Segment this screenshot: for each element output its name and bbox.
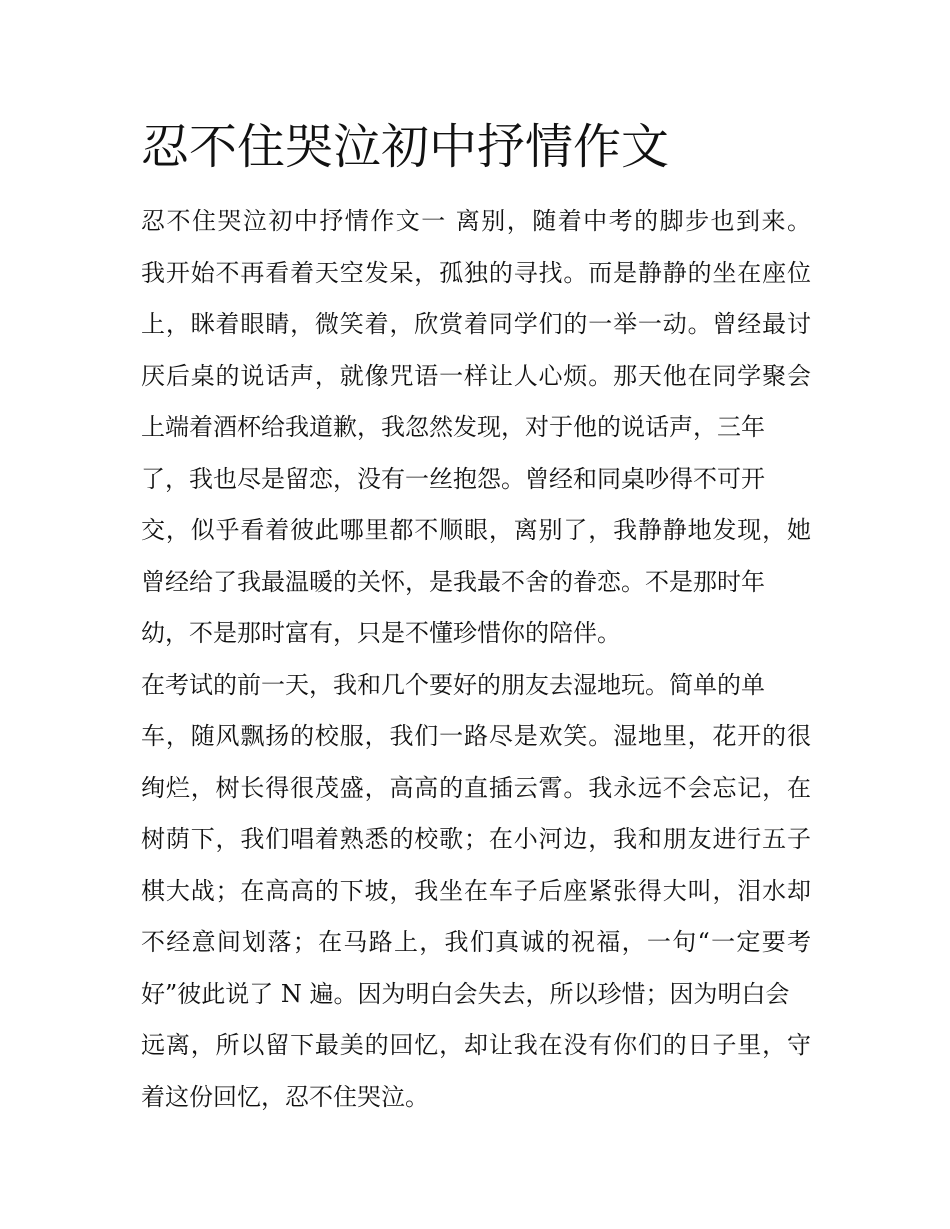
text-line: 不经意间划落；在马路上，我们真诚的祝福，一句“一定要考	[141, 928, 811, 956]
text-line: 我开始不再看着天空发呆，孤独的寻找。而是静静的坐在座位	[141, 258, 811, 287]
text-line: 远离，所以留下最美的回忆，却让我在没有你们的日子里，守	[141, 1031, 811, 1059]
text-line: 在考试的前一天，我和几个要好的朋友去湿地玩。简单的单	[141, 670, 765, 699]
text-line: 棋大战；在高高的下坡，我坐在车子后座紧张得大叫，泪水却	[141, 876, 811, 905]
text-line: 交，似乎看着彼此哪里都不顺眼，离别了，我静静地发现，她	[141, 516, 811, 544]
text-line: 幼，不是那时富有，只是不懂珍惜你的陪伴。	[141, 619, 621, 647]
text-line: 着这份回忆，忍不住哭泣。	[141, 1082, 429, 1111]
text-line: 树荫下，我们唱着熟悉的校歌；在小河边，我和朋友进行五子	[141, 825, 811, 853]
text-line: 厌后桌的说话声，就像咒语一样让人心烦。那天他在同学聚会	[141, 361, 811, 390]
document-title: 忍不住哭泣初中抒情作文	[141, 119, 670, 175]
text-line: 车，随风飘扬的校服，我们一路尽是欢笑。湿地里，花开的很	[141, 722, 811, 750]
text-line: 了，我也尽是留恋，没有一丝抱怨。曾经和同桌吵得不可开	[141, 464, 765, 493]
text-line: 上端着酒杯给我道歉，我忽然发现，对于他的说话声，三年	[141, 413, 765, 441]
document-body	[141, 196, 811, 1123]
text-line: 绚烂，树长得很茂盛，高高的直插云霄。我永远不会忘记，在	[141, 773, 811, 802]
text-line: 曾经给了我最温暖的关怀，是我最不舍的眷恋。不是那时年	[141, 567, 765, 596]
text-line: 忍不住哭泣初中抒情作文一 离别，随着中考的脚步也到来。	[141, 207, 811, 235]
text-line: 上，眯着眼睛，微笑着，欣赏着同学们的一举一动。曾经最讨	[141, 310, 811, 338]
text-line: 好”彼此说了 N 遍。因为明白会失去，所以珍惜；因为明白会	[141, 979, 790, 1008]
